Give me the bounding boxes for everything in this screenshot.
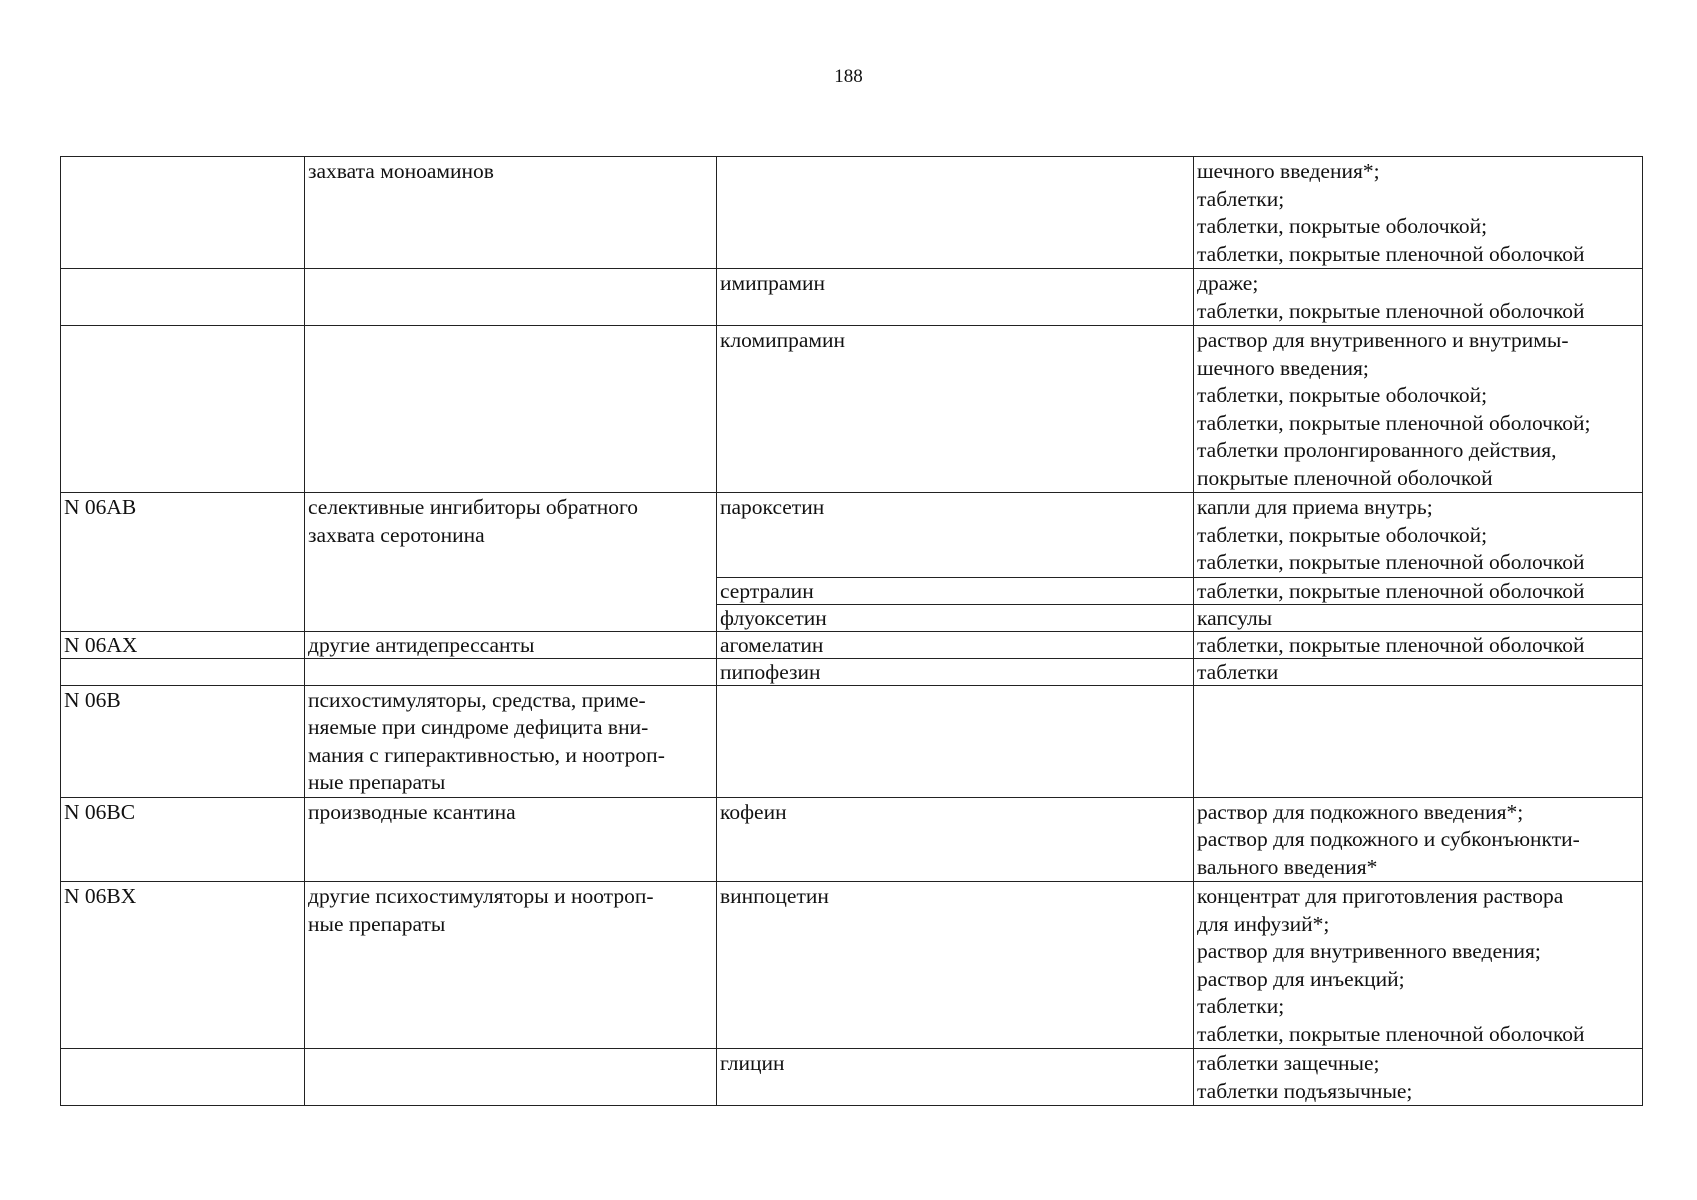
drug-cell: винпоцетин (717, 882, 1194, 1049)
atc-code-cell (61, 1049, 305, 1106)
drug-cell: кофеин (717, 797, 1194, 882)
table-row (61, 882, 1643, 1049)
dosage-form-cell: капли для приема внутрь; таблетки, покрытые оболочкой; таблетки, покрытые пленочной оболочкой (1194, 493, 1643, 578)
drug-cell (717, 685, 1194, 797)
dosage-form-cell: раствор для подкожного введения*; раствор для подкожного и субконъюнкти- вального введения* (1194, 797, 1643, 882)
drug-table (60, 156, 1643, 1106)
atc-code-cell: N 06AX (61, 631, 305, 658)
dosage-form-cell: таблетки (1194, 658, 1643, 685)
atc-code-cell (61, 157, 305, 269)
dosage-form-cell: капсулы (1194, 604, 1643, 631)
table-row (61, 631, 1643, 658)
table-row (61, 493, 1643, 578)
atc-code-cell: N 06B (61, 685, 305, 797)
group-cell: захвата моноаминов (305, 157, 717, 269)
dosage-form-cell: концентрат для приготовления раствора для инфузий*; раствор для внутривенного введения; раствор для инъекций; таблетки; таблетки, покрытые пленочной оболочкой (1194, 882, 1643, 1049)
atc-code-cell (61, 658, 305, 685)
dosage-form-cell: таблетки защечные; таблетки подъязычные; (1194, 1049, 1643, 1106)
table-row (61, 658, 1643, 685)
drug-cell: кломипрамин (717, 326, 1194, 493)
atc-code-cell: N 06BC (61, 797, 305, 882)
group-cell: производные ксантина (305, 797, 717, 882)
dosage-form-cell (1194, 685, 1643, 797)
table-row (61, 269, 1643, 326)
dosage-form-cell: раствор для внутривенного и внутримы- шечного введения; таблетки, покрытые оболочкой; таблетки, покрытые пленочной оболочкой; таблетки пролонгированного действия, покрытые пленочной оболочкой (1194, 326, 1643, 493)
group-cell (305, 1049, 717, 1106)
atc-code-cell (61, 269, 305, 326)
group-cell: другие антидепрессанты (305, 631, 717, 658)
atc-code-cell: N 06AB (61, 493, 305, 632)
group-cell: селективные ингибиторы обратного захвата серотонина (305, 493, 717, 632)
drug-cell: пипофезин (717, 658, 1194, 685)
drug-cell: глицин (717, 1049, 1194, 1106)
group-cell: другие психостимуляторы и ноотроп- ные препараты (305, 882, 717, 1049)
dosage-form-cell: таблетки, покрытые пленочной оболочкой (1194, 577, 1643, 604)
drug-cell: сертралин (717, 577, 1194, 604)
table-row (61, 326, 1643, 493)
atc-code-cell (61, 326, 305, 493)
table-row (61, 797, 1643, 882)
drug-cell: имипрамин (717, 269, 1194, 326)
drug-cell: пароксетин (717, 493, 1194, 578)
dosage-form-cell: шечного введения*; таблетки; таблетки, покрытые оболочкой; таблетки, покрытые пленочной оболочкой (1194, 157, 1643, 269)
table-row (61, 685, 1643, 797)
drug-cell (717, 157, 1194, 269)
group-cell (305, 658, 717, 685)
table-row (61, 1049, 1643, 1106)
drug-cell: флуоксетин (717, 604, 1194, 631)
drug-cell: агомелатин (717, 631, 1194, 658)
group-cell (305, 326, 717, 493)
group-cell: психостимуляторы, средства, приме- няемые при синдроме дефицита вни- мания с гиперактивностью, и ноотроп- ные препараты (305, 685, 717, 797)
dosage-form-cell: таблетки, покрытые пленочной оболочкой (1194, 631, 1643, 658)
table-row (61, 157, 1643, 269)
atc-code-cell: N 06BX (61, 882, 305, 1049)
group-cell (305, 269, 717, 326)
page-number: 188 (834, 66, 863, 87)
dosage-form-cell: драже; таблетки, покрытые пленочной оболочкой (1194, 269, 1643, 326)
